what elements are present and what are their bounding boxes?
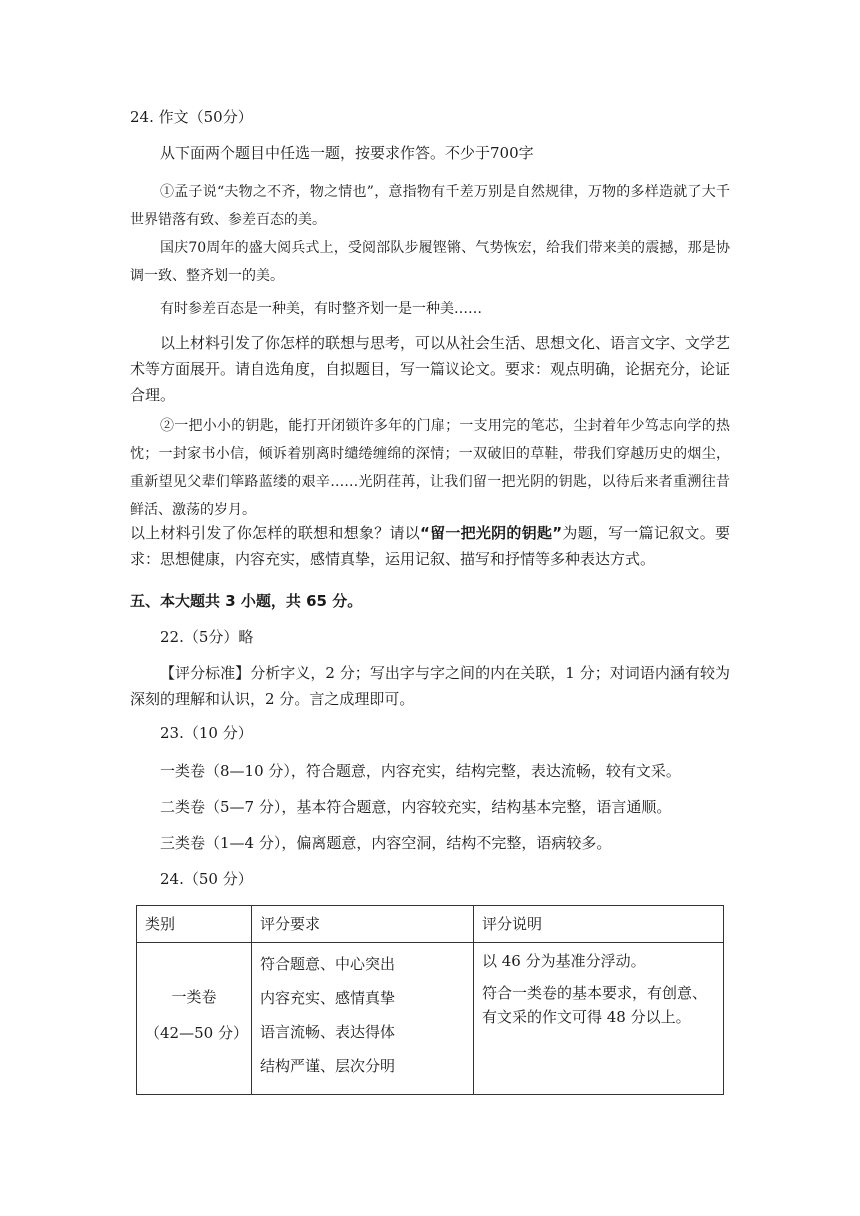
topic2-essay-title: “留一把光阴的钥匙”	[420, 524, 563, 542]
notes-cell	[474, 943, 724, 1095]
note-item: 以 46 分为基准分浮动。	[482, 952, 646, 970]
category-name: 一类卷	[171, 988, 217, 1006]
q24-scoring-table	[136, 905, 724, 1095]
topic1-paragraph-2: 国庆70周年的盛大阅兵式上，受阅部队步履铿锵、气势恢宏，给我们带来美的震撼，那是协调一致、整齐划一的美。	[130, 240, 730, 284]
section-5-heading: 五、本大题共 3 小题，共 65 分。	[130, 592, 363, 610]
topic2-material: ②一把小小的钥匙，能打开闭锁许多年的门扉；一支用完的笔芯，尘封着年少笃志向学的热忱；一封家书小信，倾诉着别离时缱绻缠绵的深情；一双破旧的草鞋，带我们穿越历史的烟尘，重新望见父辈们筚路蓝缕的艰辛……光阴荏苒，让我们留一把光阴的钥匙，以待后来者重溯往昔鲜活、激荡的岁月。	[130, 418, 730, 518]
topic2-writing-task	[130, 520, 730, 572]
requirement-item: 符合题意、中心突出	[260, 955, 396, 973]
q24-header: 24.（50 分）	[160, 870, 253, 888]
q23-level-3: 三类卷（1—4 分），偏离题意，内容空洞，结构不完整，语病较多。	[160, 834, 612, 852]
note-item: 符合一类卷的基本要求，有创意、有文采的作文可得 48 分以上。	[482, 984, 708, 1026]
table-header-notes: 评分说明	[474, 906, 724, 943]
requirement-item: 结构严谨、层次分明	[260, 1057, 396, 1075]
table-header-row	[137, 906, 724, 943]
q23-level-2: 二类卷（5—7 分），基本符合题意，内容较充实，结构基本完整，语言通顺。	[160, 798, 672, 816]
q22-criteria: 【评分标准】分析字义，2 分；写出字与字之间的内在关联，1 分；对词语内涵有较为深刻的理解和认识，2 分。言之成理即可。	[130, 664, 730, 708]
table-row	[137, 943, 724, 1095]
table-header-requirements: 评分要求	[252, 906, 474, 943]
requirement-item: 内容充实、感情真挚	[260, 989, 396, 1007]
category-cell	[137, 943, 252, 1095]
table-header-category: 类别	[137, 906, 252, 943]
q23-level-1: 一类卷（8—10 分），符合题意，内容充实，结构完整，表达流畅，较有文采。	[160, 762, 681, 780]
topic1-paragraph-3: 有时参差百态是一种美，有时整齐划一是一种美……	[160, 301, 482, 317]
topic2-task-prefix: 以上材料引发了你怎样的联想和想象？请以	[130, 524, 420, 542]
q22-header: 22.（5分）略	[160, 628, 254, 646]
essay-question-header: 24. 作文（50分）	[130, 108, 253, 126]
category-score-range: （42—50 分）	[145, 1024, 248, 1042]
requirements-cell	[252, 943, 474, 1095]
topic1-paragraph-1: ①孟子说“夫物之不齐，物之情也”，意指物有千差万别是自然规律，万物的多样造就了大千世界错落有致、参差百态的美。	[130, 184, 730, 228]
requirement-item: 语言流畅、表达得体	[260, 1023, 396, 1041]
topic2-task-suffix: 为题，写一篇记叙文。要求：思想健康，内容充实，感情真挚，运用记叙、描写和抒情等多种表达方式。	[130, 524, 730, 568]
q23-header: 23.（10 分）	[160, 724, 253, 742]
essay-instruction: 从下面两个题目中任选一题，按要求作答。不少于700字	[160, 144, 534, 162]
topic1-writing-task: 以上材料引发了你怎样的联想与思考，可以从社会生活、思想文化、语言文字、文学艺术等方面展开。请自选角度，自拟题目，写一篇议论文。要求：观点明确，论据充分，论证合理。	[130, 334, 731, 404]
